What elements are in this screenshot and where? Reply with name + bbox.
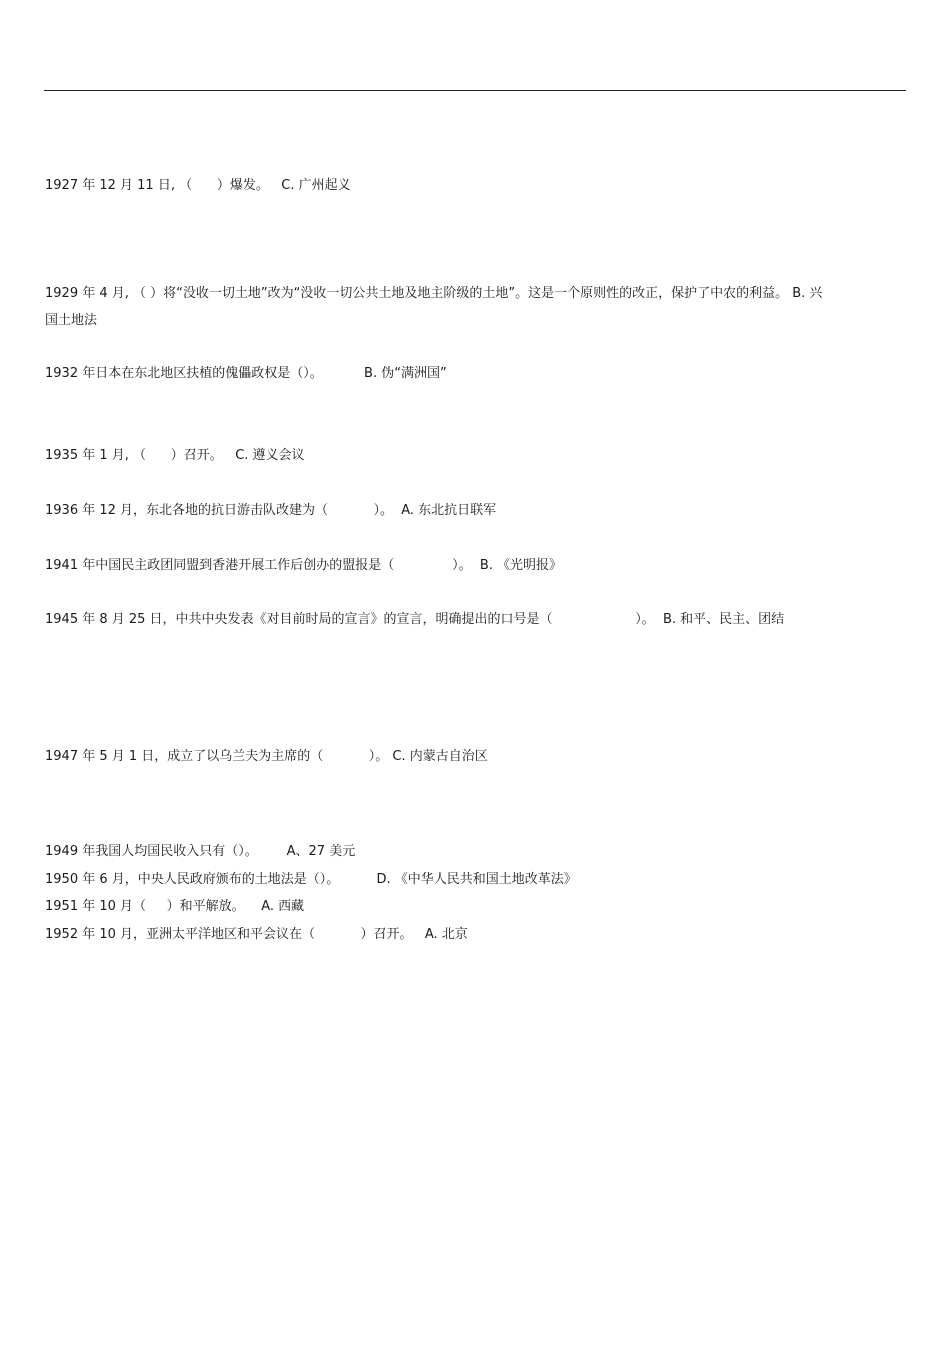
question-1932: 1932 年日本在东北地区扶植的傀儡政权是（）。 B. 伪“满洲国” xyxy=(45,366,447,381)
question-1952: 1952 年 10 月，亚洲太平洋地区和平会议在（ ）召开。 A. 北京 xyxy=(45,927,468,942)
question-1929: 1929 年 4 月, （ ）将“没收一切土地”改为“没收一切公共土地及地主阶级的土地”。这是一个原则性的改正，保护了中农的利益。 B. 兴国土地法 xyxy=(45,286,823,328)
question-1927: 1927 年 12 月 11 日, （ ）爆发。 C. 广州起义 xyxy=(45,178,351,193)
question-1949: 1949 年我国人均国民收入只有（）。 A、27 美元 xyxy=(45,844,356,859)
question-1947: 1947 年 5 月 1 日，成立了以乌兰夫为主席的（ ）。 C. 内蒙古自治区 xyxy=(45,749,488,764)
question-1945: 1945 年 8 月 25 日，中共中央发表《对目前时局的宣言》的宣言，明确提出的口号是（ ）。 B. 和平、民主、团结 xyxy=(45,612,785,627)
question-1950: 1950 年 6 月，中央人民政府颁布的土地法是（）。 D. 《中华人民共和国土地改革法》 xyxy=(45,872,577,887)
header-rule xyxy=(44,90,906,91)
question-1941: 1941 年中国民主政团同盟到香港开展工作后创办的盟报是（ ）。 B. 《光明报》 xyxy=(45,558,563,573)
question-1951: 1951 年 10 月（ ）和平解放。 A. 西藏 xyxy=(45,899,305,914)
question-1935: 1935 年 1 月, （ ）召开。 C. 遵义会议 xyxy=(45,448,305,463)
question-1936: 1936 年 12 月，东北各地的抗日游击队改建为（ ）。 A. 东北抗日联军 xyxy=(45,503,497,518)
